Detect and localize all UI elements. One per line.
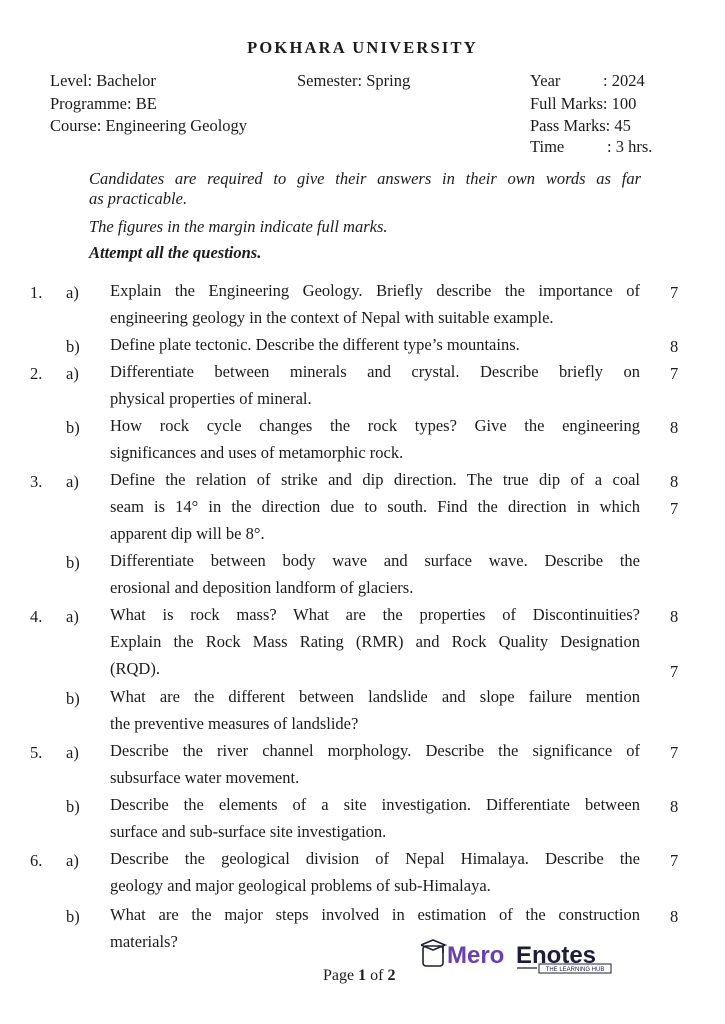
- meroenotes-logo: [421, 936, 617, 976]
- question-4a-text: [110, 601, 640, 682]
- university-title: POKHARA UNIVERSITY: [247, 38, 478, 57]
- marks: 7: [670, 743, 679, 762]
- semester: Semester: Spring: [297, 71, 411, 90]
- question-number: 5.: [30, 743, 43, 762]
- question-6a-text: [110, 845, 640, 899]
- question-line: Define plate tectonic. Describe the different type’s mountains.: [110, 335, 520, 354]
- part-letter: b): [66, 337, 80, 356]
- question-number: 1.: [30, 283, 43, 302]
- tagline-text: THE LEARNING HUB: [545, 967, 605, 973]
- question-line: physical properties of mineral.: [110, 389, 312, 408]
- instruction-attempt-all: Attempt all the questions.: [89, 243, 262, 262]
- question-5a-text: [110, 737, 640, 791]
- instruction-line: Candidates are required to give their answers in their own words as far: [89, 169, 641, 188]
- question-line: significances and uses of metamorphic rock.: [110, 443, 404, 462]
- marks: 8: [670, 607, 679, 626]
- marks: 8: [670, 797, 679, 816]
- question-2b-text: [110, 412, 640, 466]
- question-line: Define the relation of strike and dip direction. The true dip of a coal: [110, 470, 640, 489]
- year-label: Year: [530, 71, 561, 90]
- time-label: Time: [530, 137, 565, 156]
- question-1a-text: [110, 277, 640, 331]
- marks: 7: [670, 283, 679, 302]
- question-line: Differentiate between minerals and crystal. Describe briefly on: [110, 362, 640, 381]
- question-line: How rock cycle changes the rock types? Give the engineering: [110, 416, 640, 435]
- page-total: 2: [387, 967, 396, 984]
- page-prefix: Page: [323, 967, 359, 984]
- instruction-margin-marks: The figures in the margin indicate full marks.: [89, 217, 388, 236]
- question-line: Describe the river channel morphology. Describe the significance of: [110, 741, 640, 760]
- question-line: Explain the Rock Mass Rating (RMR) and Rock Quality Designation: [110, 632, 640, 651]
- brand-left: Mero: [447, 942, 505, 969]
- page-current: 1: [358, 967, 367, 984]
- question-1b-text: [110, 331, 640, 358]
- marks: 8: [670, 418, 679, 437]
- full-marks: Full Marks: 100: [530, 94, 637, 113]
- question-line: subsurface water movement.: [110, 768, 300, 787]
- question-line: geology and major geological problems of sub-Himalaya.: [110, 876, 491, 895]
- cap-top: [421, 940, 445, 950]
- level: Level: Bachelor: [50, 71, 156, 90]
- cap-frame: [423, 946, 443, 966]
- question-line: materials?: [110, 932, 178, 951]
- question-line: What is rock mass? What are the properties of Discontinuities?: [110, 605, 640, 624]
- question-number: 2.: [30, 364, 43, 383]
- question-number: 3.: [30, 472, 43, 491]
- page-number: [323, 967, 395, 985]
- part-letter: a): [66, 472, 79, 491]
- question-line: Explain the Engineering Geology. Briefly describe the importance of: [110, 281, 640, 300]
- part-letter: a): [66, 283, 79, 302]
- marks: 7: [670, 662, 679, 681]
- year-value: : 2024: [603, 71, 645, 90]
- part-letter: b): [66, 797, 80, 816]
- question-5b-text: [110, 791, 640, 845]
- marks: 8: [670, 472, 679, 491]
- pass-marks: Pass Marks: 45: [530, 116, 631, 135]
- part-letter: a): [66, 851, 79, 870]
- question-number: 6.: [30, 851, 43, 870]
- part-letter: a): [66, 743, 79, 762]
- part-letter: a): [66, 607, 79, 626]
- marks: 8: [670, 337, 679, 356]
- marks: 7: [670, 364, 679, 383]
- question-line: Describe the geological division of Nepal Himalaya. Describe the: [110, 849, 640, 868]
- question-2a-text: [110, 358, 640, 412]
- question-line: the preventive measures of landslide?: [110, 714, 359, 733]
- programme: Programme: BE: [50, 94, 157, 113]
- marks: 7: [670, 851, 679, 870]
- part-letter: b): [66, 907, 80, 926]
- page-mid: of: [366, 967, 388, 984]
- question-line: engineering geology in the context of Nepal with suitable example.: [110, 308, 554, 327]
- part-letter: b): [66, 553, 80, 572]
- marks: 7: [670, 499, 679, 518]
- question-line: What are the major steps involved in estimation of the construction: [110, 905, 640, 924]
- question-line: erosional and deposition landform of glaciers.: [110, 578, 414, 597]
- graduation-cap-icon: [421, 936, 617, 976]
- question-line: surface and sub-surface site investigation.: [110, 822, 387, 841]
- question-line: seam is 14° in the direction due to south. Find the direction in which: [110, 497, 640, 516]
- question-3a-text: [110, 466, 640, 547]
- brand-right: Enotes: [516, 942, 597, 969]
- question-line: Differentiate between body wave and surface wave. Describe the: [110, 551, 640, 570]
- time-value: : 3 hrs.: [607, 137, 653, 156]
- question-line: apparent dip will be 8°.: [110, 524, 265, 543]
- question-line: What are the different between landslide and slope failure mention: [110, 687, 640, 706]
- marks: 8: [670, 907, 679, 926]
- question-3b-text: [110, 547, 640, 601]
- course: Course: Engineering Geology: [50, 116, 248, 135]
- question-number: 4.: [30, 607, 43, 626]
- question-line: (RQD).: [110, 659, 160, 678]
- question-line: Describe the elements of a site investigation. Differentiate between: [110, 795, 640, 814]
- part-letter: a): [66, 364, 79, 383]
- part-letter: b): [66, 418, 80, 437]
- instruction-line: as practicable.: [89, 189, 188, 208]
- part-letter: b): [66, 689, 80, 708]
- instruction-answer-own-words: [89, 169, 641, 209]
- question-4b-text: [110, 683, 640, 737]
